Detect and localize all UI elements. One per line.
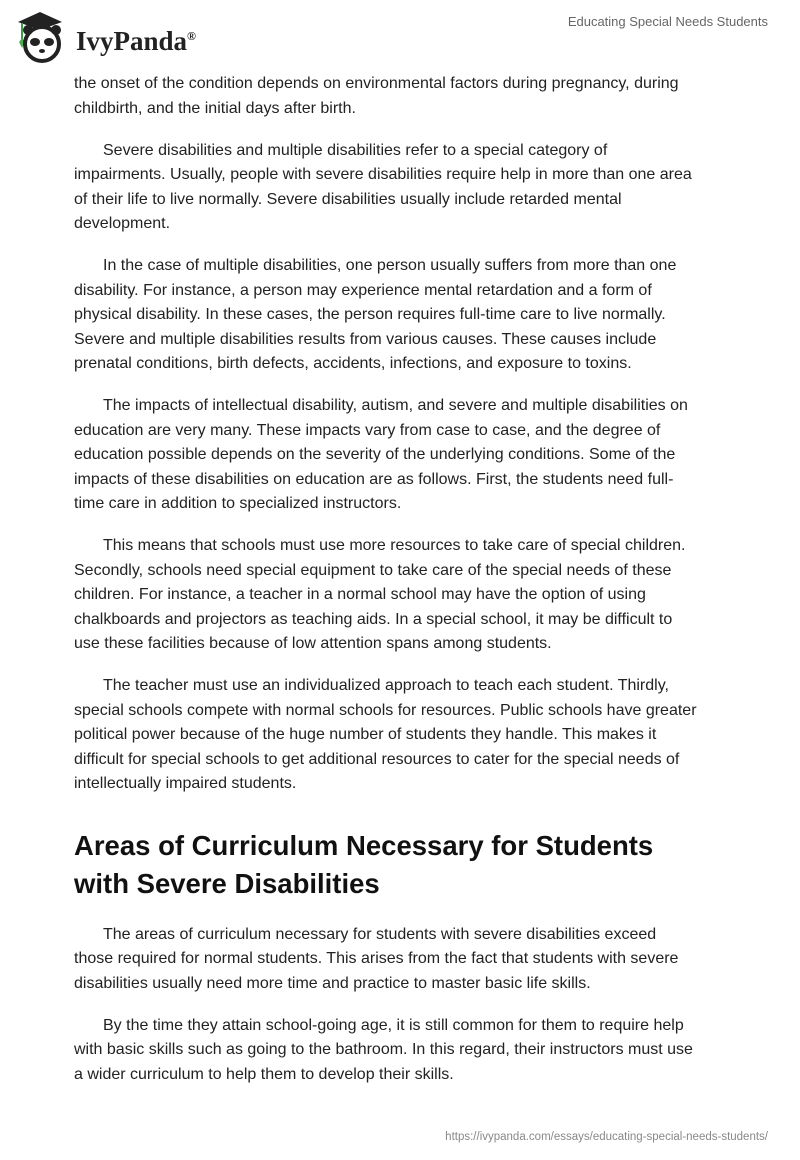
- text-line: impacts of these disabilities on education are as follows. First, the students need full-: [74, 470, 674, 488]
- paragraph: [74, 254, 734, 377]
- paragraph: [74, 72, 734, 121]
- logo-text: IvyPanda®: [76, 25, 197, 56]
- paragraph: [74, 1014, 734, 1088]
- text-line: time care in addition to specialized instructors.: [74, 495, 402, 512]
- text-line: The impacts of intellectual disability, autism, and severe and multiple disabilities on: [103, 397, 688, 414]
- paragraph: [74, 923, 734, 997]
- text-line: childbirth, and the initial days after birth.: [74, 99, 356, 117]
- text-line: impairments. Usually, people with severe disabilities require help in more than one area: [74, 166, 692, 183]
- text-line: physical disability. In these cases, the person requires full-time care to live normally.: [74, 306, 666, 323]
- paragraph: [74, 674, 734, 797]
- essay-body: [74, 72, 734, 1105]
- text-line: development.: [74, 215, 171, 232]
- paragraph: [74, 139, 734, 237]
- text-line: those required for normal students. This arises from the fact that students with severe: [74, 950, 679, 967]
- text-line: special schools compete with normal schools for resources. Public schools have greater: [74, 701, 697, 719]
- text-line: education are very many. These impacts vary from case to case, and the degree of: [74, 421, 661, 439]
- heading-line: with Severe Disabilities: [74, 867, 380, 899]
- section-heading: [74, 827, 734, 903]
- text-line: with basic skills such as going to the bathroom. In this regard, their instructors must use: [74, 1041, 693, 1058]
- text-line: the onset of the condition depends on environmental factors during pregnancy, during: [74, 75, 679, 92]
- text-line: disability. For instance, a person may experience mental retardation and a form of: [74, 281, 652, 299]
- text-line: The areas of curriculum necessary for students with severe disabilities exceed: [103, 925, 657, 943]
- ivypanda-logo[interactable]: [12, 8, 196, 66]
- panda-logo-icon: [12, 8, 70, 66]
- text-line: use these facilities because of low attention spans among students.: [74, 635, 552, 652]
- document-title: Educating Special Needs Students: [567, 14, 768, 29]
- text-line: chalkboards and projectors as teaching aids. In a special school, it may be difficult to: [74, 610, 673, 628]
- text-line: difficult for special schools to get additional resources to cater for the special needs of: [74, 750, 680, 768]
- text-line: disabilities usually need more time and practice to master basic life skills.: [74, 974, 591, 992]
- heading-line: Areas of Curriculum Necessary for Students: [74, 829, 654, 861]
- text-line: political power because of the huge number of students they handle. This makes it: [74, 726, 657, 743]
- paragraph: [74, 394, 734, 517]
- text-line: Severe and multiple disabilities results from various causes. These causes include: [74, 330, 657, 348]
- text-line: a wider curriculum to help them to develop their skills.: [74, 1065, 454, 1083]
- page-url: https://ivypanda.com/essays/educating-special-needs-students/: [445, 1131, 768, 1143]
- text-line: prenatal conditions, birth defects, accidents, infections, and exposure to toxins.: [74, 355, 632, 372]
- text-line: Secondly, schools need special equipment to take care of the special needs of these: [74, 561, 672, 579]
- text-line: education possible depends on the severity of the underlying conditions. Some of the: [74, 446, 676, 463]
- text-line: By the time they attain school-going age, it is still common for them to require help: [103, 1016, 684, 1034]
- text-line: This means that schools must use more resources to take care of special children.: [103, 537, 686, 554]
- text-line: children. For instance, a teacher in a normal school may have the option of using: [74, 586, 646, 603]
- text-line: of their life to live normally. Severe disabilities usually include retarded mental: [74, 190, 622, 208]
- text-line: Severe disabilities and multiple disabilities refer to a special category of: [103, 141, 608, 159]
- paragraph: [74, 534, 734, 657]
- text-line: intellectually impaired students.: [74, 775, 297, 792]
- text-line: In the case of multiple disabilities, one person usually suffers from more than one: [103, 257, 677, 274]
- text-line: The teacher must use an individualized approach to teach each student. Thirdly,: [103, 677, 669, 694]
